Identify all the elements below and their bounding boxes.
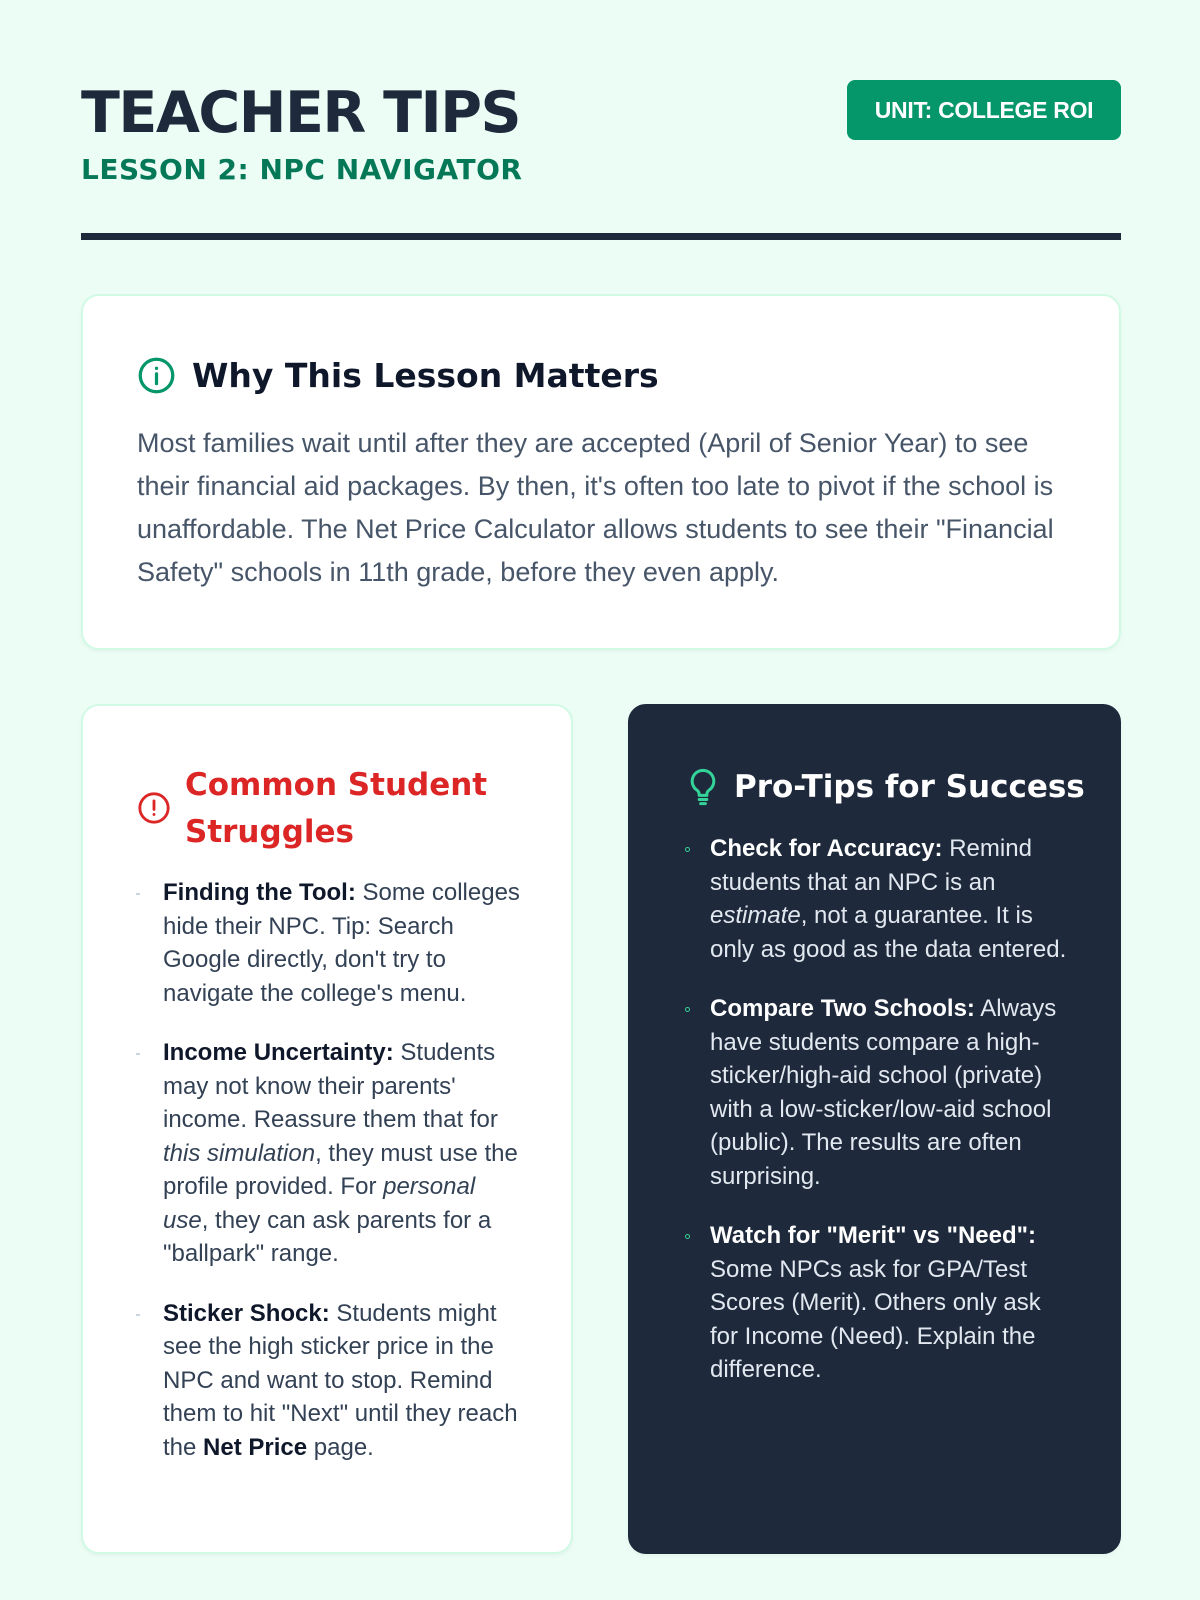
struggle-item-text: Students may not know their parents' income. Reassure them that for — [163, 1039, 498, 1133]
student-struggles-card — [81, 704, 573, 1554]
struggle-item-income-uncertainty — [163, 1036, 523, 1271]
protip-item-text: Remind students that an NPC is an — [710, 835, 1032, 896]
struggle-item-emphasis: this simulation — [163, 1139, 316, 1167]
lesson-subtitle: LESSON 2: NPC NAVIGATOR — [81, 153, 523, 186]
struggles-heading-row — [137, 762, 557, 862]
struggle-item-finding-tool — [163, 876, 523, 1010]
struggles-heading: Common Student Struggles — [185, 767, 488, 850]
protip-item-merit-vs-need — [710, 1219, 1075, 1387]
page-title: TEACHER TIPS — [81, 80, 521, 146]
why-lesson-matters-card — [81, 294, 1121, 650]
why-heading: Why This Lesson Matters — [192, 355, 659, 395]
protip-item-title: Compare Two Schools: — [710, 995, 975, 1022]
unit-badge: UNIT: COLLEGE ROI — [847, 80, 1121, 140]
struggle-item-strong: Net Price — [203, 1433, 308, 1461]
struggle-item-text: , they must use the profile provided. For — [163, 1139, 518, 1200]
info-circle-icon — [137, 356, 176, 395]
struggle-item-text: page. — [313, 1433, 374, 1461]
protips-heading-row — [688, 762, 1085, 812]
struggle-item-text: Some colleges hide their NPC. Tip: Search Google directly, don't try to navigate the college's menu. — [163, 879, 520, 1007]
alert-circle-icon — [137, 791, 171, 825]
why-body-text: Most families wait until after they are accepted (April of Senior Year) to see their financial aid packages. By then, it's often too late to pivot if the school is unaffordable. The Net Price Calculator allows students to see their "Financial Safety" schools in 11th grade, before they even apply. — [137, 428, 1054, 587]
protips-heading: Pro-Tips for Success — [734, 769, 1085, 805]
struggle-item-title: Income Uncertainty: — [163, 1039, 394, 1066]
protip-item-title: Watch for "Merit" vs "Need": — [710, 1222, 1037, 1249]
protip-item-emphasis: estimate — [710, 902, 801, 929]
protip-item-compare-schools — [710, 992, 1075, 1193]
protip-item-text: , not a guarantee. It is only as good as the data entered. — [710, 902, 1067, 963]
struggle-item-title: Finding the Tool: — [163, 879, 356, 906]
struggle-item-text: , they can ask parents for a "ballpark" range. — [163, 1206, 492, 1267]
protip-item-accuracy — [710, 832, 1075, 966]
struggle-item-emphasis: personal use — [163, 1173, 476, 1234]
why-heading-row — [137, 350, 659, 400]
protip-item-text: Always have students compare a high-sticker/high-aid school (private) with a low-sticker/low-aid school (public). The results are often surprising. — [710, 995, 1057, 1190]
lightbulb-icon — [688, 767, 718, 807]
struggle-item-text: Students might see the high sticker price in the NPC and want to stop. Remind them to hit "Next" until they reach the — [163, 1299, 518, 1461]
struggle-item-sticker-shock — [163, 1297, 523, 1465]
protips-list — [710, 832, 1075, 1413]
page-header — [81, 80, 1121, 186]
header-divider — [81, 233, 1121, 240]
protip-item-text: Some NPCs ask for GPA/Test Scores (Merit). Others only ask for Income (Need). Explain the difference. — [710, 1255, 1041, 1383]
struggle-item-title: Sticker Shock: — [163, 1299, 330, 1327]
struggles-list — [163, 876, 523, 1490]
protip-item-title: Check for Accuracy: — [710, 835, 943, 862]
pro-tips-card — [628, 704, 1121, 1554]
